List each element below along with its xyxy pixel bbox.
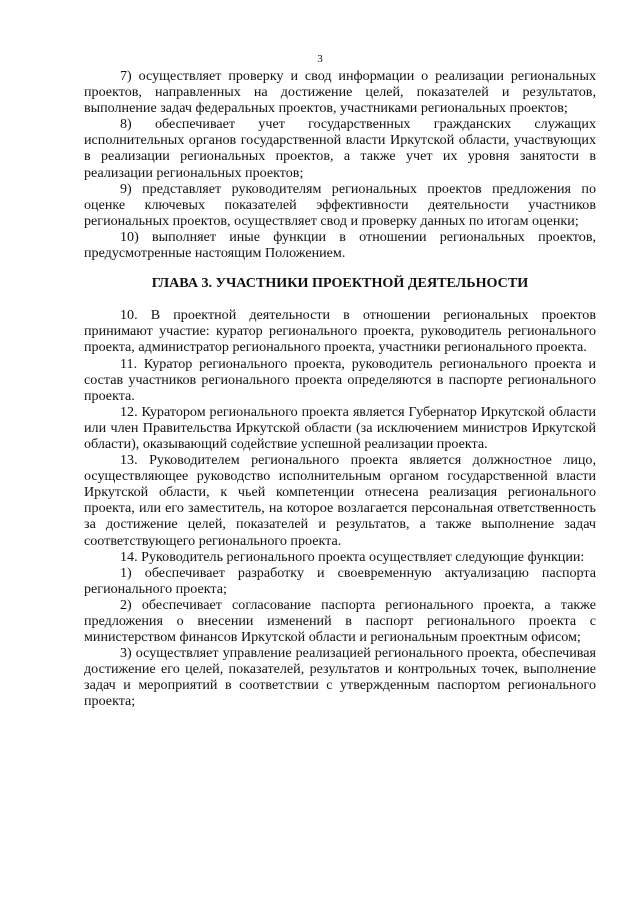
chapter-heading: ГЛАВА 3. УЧАСТНИКИ ПРОЕКТНОЙ ДЕЯТЕЛЬНОСТИ <box>151 275 529 292</box>
list-item-8: 8) обеспечивает учет государственных гражданских служащих исполнительных органов государственной власти Иркутской области, участвующих в реализации региональных проектов, а также учет их уровня занятости в реализации региональных проектов; <box>84 116 596 181</box>
page-number: 3 <box>317 53 323 65</box>
function-item-1: 1) обеспечивает разработку и своевременную актуализацию паспорта регионального проекта; <box>84 564 596 597</box>
clause-14: 14. Руководитель регионального проекта осуществляет следующие функции: <box>120 548 585 565</box>
function-item-3: 3) осуществляет управление реализацией регионального проекта, обеспечивая достижение его целей, показателей, результатов и контрольных точек, выполнение задач и мероприятий в соответствии с утвержденным паспортом регионального проекта; <box>84 645 596 710</box>
document-body <box>84 68 596 710</box>
list-item-10: 10) выполняет иные функции в отношении региональных проектов, предусмотренные настоящим Положением. <box>84 228 596 262</box>
list-item-7: 7) осуществляет проверку и свод информации о реализации региональных проектов, направленных на достижение целей, показателей и результатов, выполнение задач федеральных проектов, участниками региональных проектов; <box>84 68 596 117</box>
clause-13: 13. Руководителем регионального проекта является должностное лицо, осуществляющее руководство исполнительным органом государственной власти Иркутской области, к чьей компетенции отнесена реализация регионального проекта, или его заместитель, на которое возлагается персональная ответственность за достижение целей, показателей и результатов, а также выполнение задач соответствующего регионального проекта. <box>84 452 596 549</box>
clause-12: 12. Куратором регионального проекта является Губернатор Иркутской области или член Правительства Иркутской области (за исключением министров Иркутской области), оказывающий содействие успешной реализации проекта. <box>84 403 596 452</box>
clause-10: 10. В проектной деятельности в отношении региональных проектов принимают участие: куратор регионального проекта, руководитель регионального проекта, администратор регионального проекта, участники регионального проекта. <box>84 307 596 356</box>
function-item-2: 2) обеспечивает согласование паспорта регионального проекта, а также предложения о внесении изменений в паспорт регионального проекта с министерством финансов Иркутской области и региональным проектным офисом; <box>84 596 596 646</box>
list-item-9: 9) представляет руководителям региональных проектов предложения по оценке ключевых показателей эффективности деятельности участников региональных проектов, осуществляет свод и проверку данных по итогам оценки; <box>84 180 596 229</box>
clause-11: 11. Куратор регионального проекта, руководитель регионального проекта и состав участников регионального проекта определяются в паспорте регионального проекта. <box>84 355 596 404</box>
